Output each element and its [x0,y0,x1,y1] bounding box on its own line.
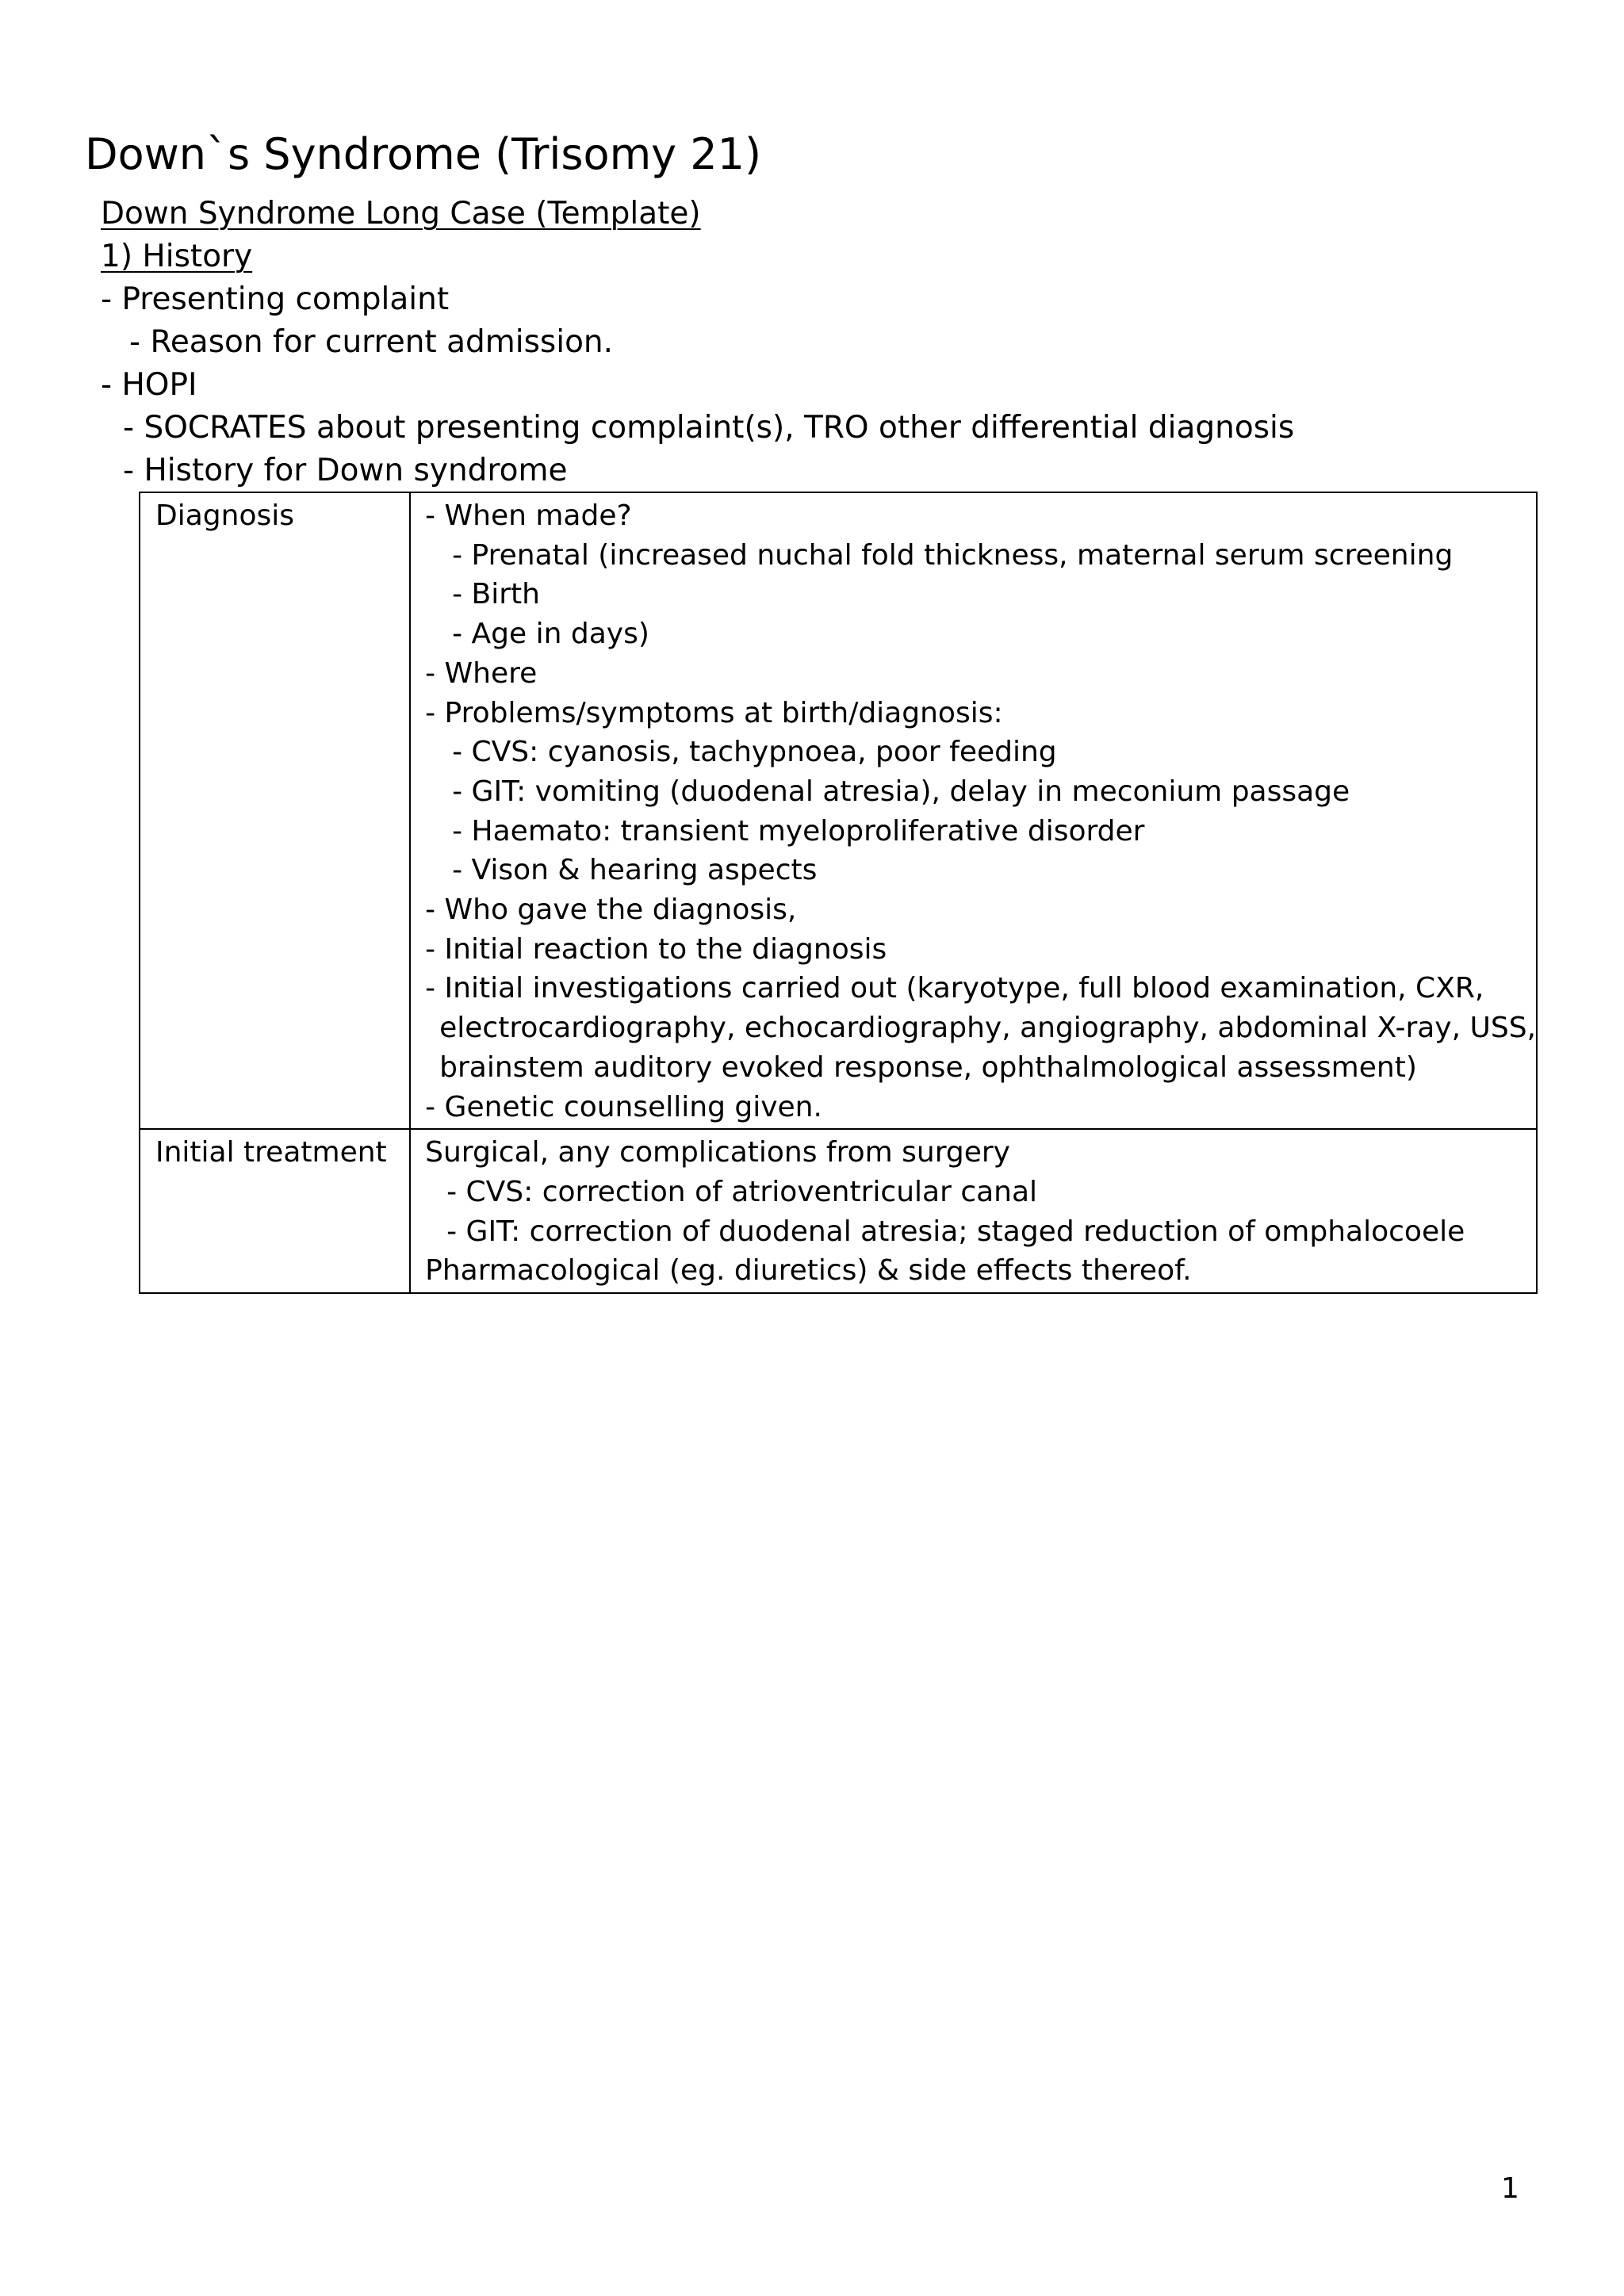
table-row-content [410,492,1537,1129]
list-item: - Where [425,656,538,690]
list-item-continuation: brainstem auditory evoked response, ophthalmological assessment) [439,1050,1417,1084]
template-subtitle: Down Syndrome Long Case (Template) [101,196,701,232]
list-item-continuation: electrocardiography, echocardiography, angiography, abdominal X-ray, USS, [439,1012,1536,1045]
outline-subitem-reason-admission: - Reason for current admission. [129,324,614,360]
list-item: - CVS: cyanosis, tachypnoea, poor feeding [452,736,1057,769]
list-item: - Who gave the diagnosis, [425,894,797,927]
list-item: - Problems/symptoms at birth/diagnosis: [425,696,1003,729]
section-heading-history: 1) History [101,239,253,274]
list-item: - Initial investigations carried out (karyotype, full blood examination, CXR, [425,972,1484,1005]
list-item: - Haemato: transient myeloproliferative disorder [452,814,1145,848]
table-row-content [410,1129,1537,1293]
list-item: - When made? [425,499,632,532]
history-table [139,492,1538,1294]
list-item: - Genetic counselling given. [425,1090,822,1123]
list-item: - Vison & hearing aspects [452,854,818,887]
page-number: 1 [1501,2172,1519,2205]
table-row [140,1129,1537,1293]
list-item: - Age in days) [452,618,649,651]
list-item: - Birth [452,578,540,611]
list-item: Pharmacological (eg. diuretics) & side effects thereof. [425,1254,1192,1288]
list-item: - GIT: correction of duodenal atresia; staged reduction of omphalocoele [446,1215,1465,1248]
outline-item-hopi: - HOPI [101,367,197,403]
list-item: - Initial reaction to the diagnosis [425,932,887,966]
list-item: - CVS: correction of atrioventricular canal [446,1175,1038,1208]
document-title: Down`s Syndrome (Trisomy 21) [85,129,762,179]
list-item: - Prenatal (increased nuchal fold thickness, maternal serum screening [452,538,1454,572]
outline-item-presenting-complaint: - Presenting complaint [101,281,450,317]
list-item: - GIT: vomiting (duodenal atresia), delay in meconium passage [452,775,1350,808]
outline-subitem-history-down-syndrome: - History for Down syndrome [123,453,568,488]
table-row [140,492,1537,1129]
table-row-label: Diagnosis [140,492,410,1129]
outline-subitem-socrates: - SOCRATES about presenting complaint(s), TRO other differential diagnosis [123,410,1295,446]
table-row-label: Initial treatment [140,1129,410,1293]
list-item: Surgical, any complications from surgery [425,1136,1010,1169]
